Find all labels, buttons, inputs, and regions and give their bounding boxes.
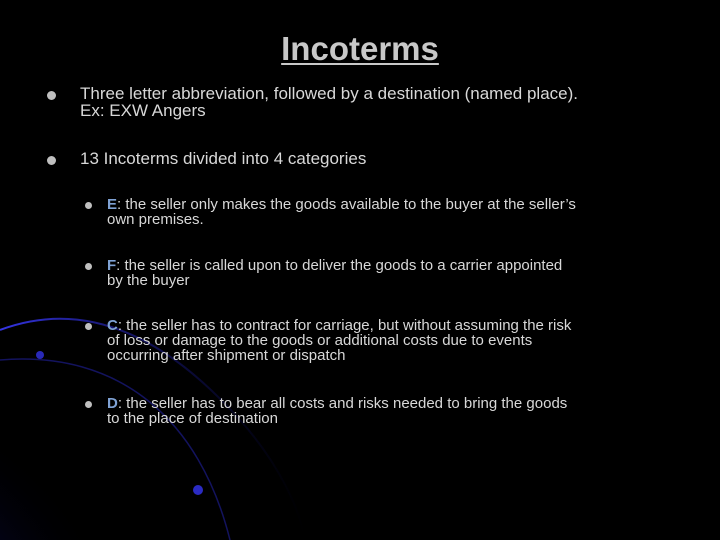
incoterm-category: F bbox=[107, 257, 117, 274]
sub-bullet-line: own premises. bbox=[107, 211, 204, 228]
sub-bullet-line: of loss or damage to the goods or additional costs due to events bbox=[107, 332, 533, 349]
bullet-text bbox=[80, 150, 366, 167]
bullet-text bbox=[80, 85, 578, 119]
sub-bullet-text bbox=[107, 197, 576, 227]
incoterm-category: C bbox=[107, 317, 118, 334]
sub-bullet-item bbox=[85, 197, 685, 227]
sub-bullet-line-text: : the seller is called upon to deliver the goods to a carrier appointed bbox=[116, 257, 563, 274]
decorative-dot bbox=[193, 485, 203, 495]
sub-bullet-text bbox=[107, 318, 571, 363]
sub-bullet-item bbox=[85, 396, 685, 426]
bullet-dot bbox=[47, 91, 56, 100]
bullet-item bbox=[47, 150, 687, 167]
sub-bullet-item bbox=[85, 318, 685, 363]
bullet-line: Ex: EXW Angers bbox=[80, 101, 206, 120]
sub-bullet-line bbox=[107, 258, 562, 273]
sub-bullet-line: occurring after shipment or dispatch bbox=[107, 347, 346, 364]
bullet-dot bbox=[85, 401, 92, 408]
sub-bullet-line bbox=[107, 396, 567, 411]
bullet-dot bbox=[47, 156, 56, 165]
sub-bullet-text bbox=[107, 396, 567, 426]
sub-bullet-line: by the buyer bbox=[107, 272, 190, 289]
incoterm-category: D bbox=[107, 395, 118, 412]
incoterm-category: E bbox=[107, 196, 118, 213]
bullet-line: Three letter abbreviation, followed by a destination (named place). bbox=[80, 84, 579, 103]
bullet-dot bbox=[85, 323, 92, 330]
sub-bullet-line-text: : the seller only makes the goods available to the buyer at the seller’s bbox=[117, 196, 576, 213]
bullet-dot bbox=[85, 263, 92, 270]
bullet-item bbox=[47, 85, 687, 119]
sub-bullet-line: to the place of destination bbox=[107, 410, 278, 427]
sub-bullet-line-text: : the seller has to contract for carriage, but without assuming the risk bbox=[117, 317, 572, 334]
sub-bullet-line bbox=[107, 197, 576, 212]
slide-title: Incoterms bbox=[281, 30, 439, 67]
bullet-dot bbox=[85, 202, 92, 209]
sub-bullet-text bbox=[107, 258, 562, 288]
bullet-line: 13 Incoterms divided into 4 categories bbox=[80, 149, 367, 168]
sub-bullet-line bbox=[107, 318, 571, 333]
decorative-dot bbox=[36, 351, 44, 359]
sub-bullet-line-text: : the seller has to bear all costs and risks needed to bring the goods bbox=[117, 395, 568, 412]
sub-bullet-item bbox=[85, 258, 685, 288]
